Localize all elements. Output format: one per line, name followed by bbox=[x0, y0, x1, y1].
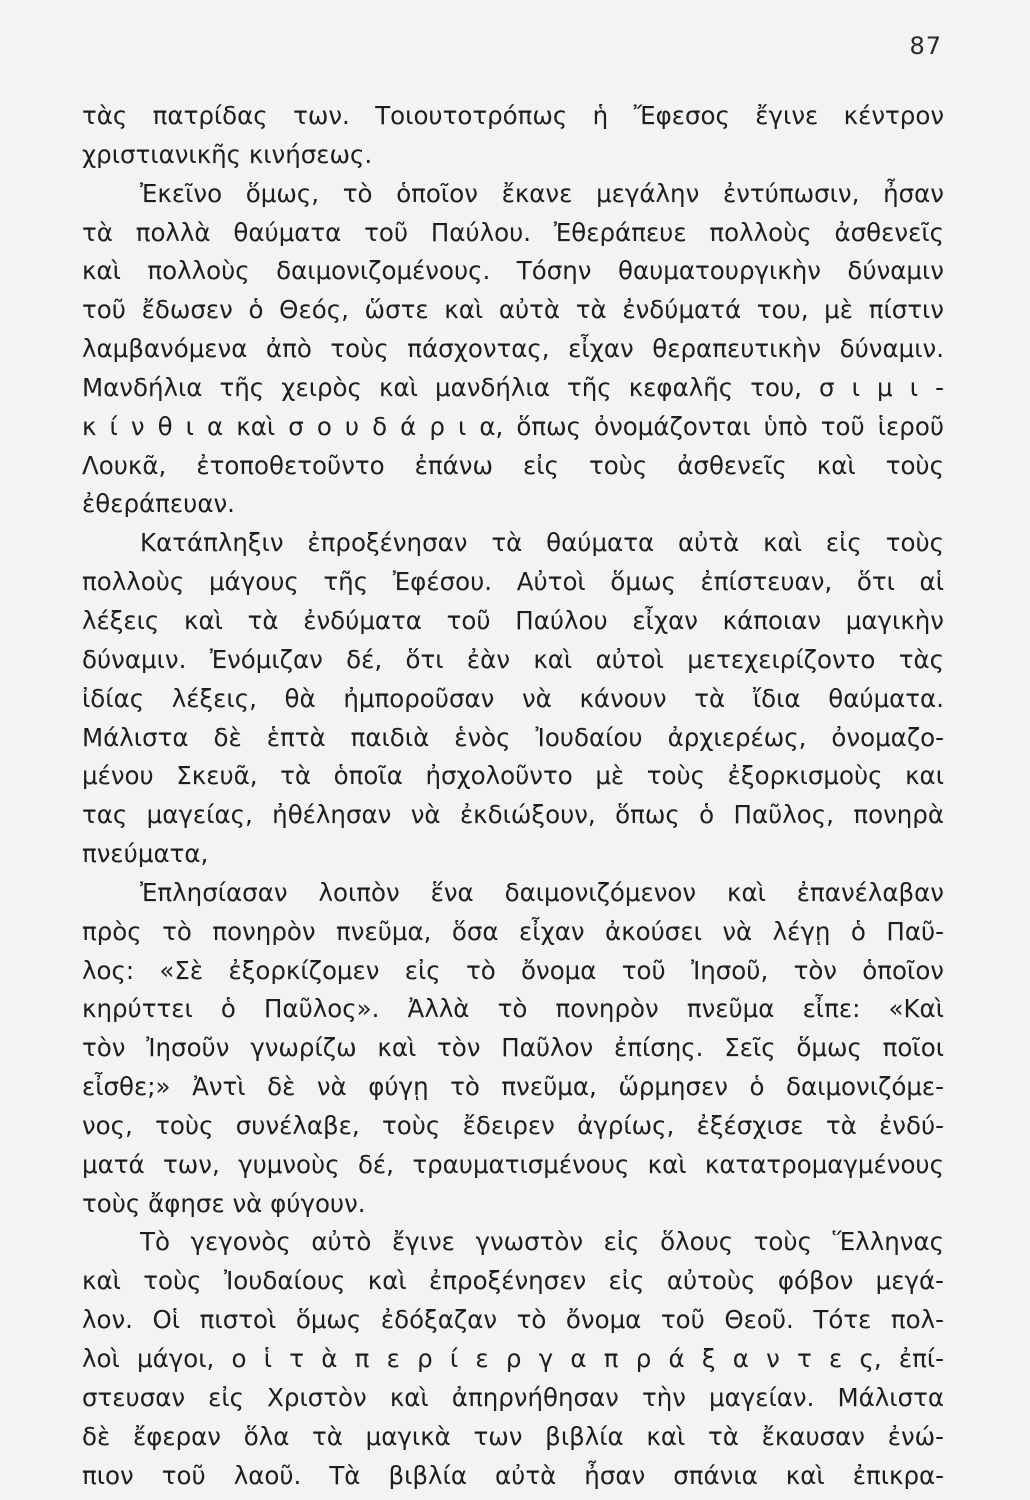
text-line: κηρύττει ὁ Παῦλος». Ἀλλὰ τὸ πονηρὸν πνεῦμα εἶπε: «Καὶ bbox=[82, 994, 944, 1024]
text-line: δύναμιν. Ἐνόμιζαν δέ, ὅτι ἐὰν καὶ αὐτοὶ μετεχειρίζοντο τὰς bbox=[82, 644, 944, 674]
text-line: στευσαν εἰς Χριστὸν καὶ ἀπηρνήθησαν τὴν μαγείαν. Μάλιστα bbox=[82, 1382, 944, 1412]
text-line: ἐθεράπευαν. bbox=[82, 489, 235, 519]
text-line: πιον τοῦ λαοῦ. Τὰ βιβλία αὐτὰ ἦσαν σπάνια καὶ ἐπικρα- bbox=[82, 1460, 944, 1490]
text-line: δὲ ἔφεραν ὅλα τὰ μαγικὰ των βιβλία καὶ τὰ ἔκαυσαν ἐνώ- bbox=[82, 1421, 944, 1451]
text-line: τοῦ ἔδωσεν ὁ Θεός, ὥστε καὶ αὐτὰ τὰ ἐνδύματά του, μὲ πίστιν bbox=[82, 295, 944, 325]
text-line: Κατάπληξιν ἐπροξένησαν τὰ θαύματα αὐτὰ καὶ εἰς τοὺς bbox=[140, 528, 944, 558]
text-line: πρὸς τὸ πονηρὸν πνεῦμα, ὅσα εἶχαν ἀκούσει νὰ λέγῃ ὁ Παῦ- bbox=[82, 916, 944, 946]
text-line: Μάλιστα δὲ ἑπτὰ παιδιὰ ἑνὸς Ἰουδαίου ἀρχιερέως, ὀνομαζο- bbox=[82, 722, 944, 752]
text-line: Τὸ γεγονὸς αὐτὸ ἔγινε γνωστὸν εἰς ὅλους τοὺς Ἕλληνας bbox=[140, 1227, 944, 1257]
text-line: χριστιανικῆς κινήσεως. bbox=[82, 139, 373, 169]
text-line: νος, τοὺς συνέλαβε, τοὺς ἔδειρεν ἀγρίως, ἐξέσχισε τὰ ἐνδύ- bbox=[82, 1110, 944, 1140]
text-line: εἶσθε;» Ἀντὶ δὲ νὰ φύγῃ τὸ πνεῦμα, ὥρμησεν ὁ δαιμονιζόμε- bbox=[82, 1072, 944, 1102]
text-line: λέξεις καὶ τὰ ἐνδύματα τοῦ Παύλου εἶχαν κάποιαν μαγικὴν bbox=[82, 605, 944, 635]
text-line: μένου Σκευᾶ, τὰ ὁποῖα ἠσχολοῦντο μὲ τοὺς ἐξορκισμοὺς και bbox=[82, 761, 944, 791]
text-line: ματά των, γυμνοὺς δέ, τραυματισμένους καὶ κατατρομαγμένους bbox=[82, 1149, 944, 1179]
text-line: τὸν Ἰησοῦν γνωρίζω καὶ τὸν Παῦλον ἐπίσης. Σεῖς ὅμως ποῖοι bbox=[82, 1033, 944, 1063]
text-line: Ἐπλησίασαν λοιπὸν ἕνα δαιμονιζόμενον καὶ ἐπανέλαβαν bbox=[140, 877, 944, 907]
text-line: πνεύματα, bbox=[82, 839, 209, 869]
text-line: τὰ πολλὰ θαύματα τοῦ Παύλου. Ἐθεράπευε πολλοὺς ἀσθενεῖς bbox=[82, 217, 944, 247]
text-line: Λουκᾶ, ἐτοποθετοῦντο ἐπάνω εἰς τοὺς ἀσθενεῖς καὶ τοὺς bbox=[82, 450, 944, 480]
text-line: πολλοὺς μάγους τῆς Ἐφέσου. Αὐτοὶ ὅμως ἐπίστευαν, ὅτι αἱ bbox=[82, 567, 944, 597]
text-body bbox=[82, 97, 944, 1495]
text-line: Ἐκεῖνο ὅμως, τὸ ὁποῖον ἔκανε μεγάλην ἐντύπωσιν, ἦσαν bbox=[140, 178, 944, 208]
text-line: τὰς πατρίδας των. Τοιουτοτρόπως ἡ Ἔφεσος ἔγινε κέντρον bbox=[82, 101, 944, 130]
text-line: καὶ τοὺς Ἰουδαίους καὶ ἐπροξένησεν εἰς αὐτοὺς φόβον μεγά- bbox=[82, 1266, 944, 1296]
text-line: λον. Οἱ πιστοὶ ὅμως ἐδόξαζαν τὸ ὄνομα τοῦ Θεοῦ. Τότε πολ- bbox=[82, 1305, 944, 1335]
text-line: λοὶ μάγοι, ο ἱ τ ὰ π ε ρ ί ε ρ γ α π ρ ά ξ α ν τ ε ς, ἐπί- bbox=[82, 1344, 944, 1373]
page-number: 87 bbox=[909, 32, 942, 60]
text-line: κ ί ν θ ι α καὶ σ ο υ δ ά ρ ι α, ὅπως ὀνομάζονται ὑπὸ τοῦ ἱεροῦ bbox=[82, 411, 944, 441]
text-line: Μανδήλια τῆς χειρὸς καὶ μανδήλια τῆς κεφαλῆς του, σ ι μ ι - bbox=[82, 372, 944, 402]
text-line: λαμβανόμενα ἀπὸ τοὺς πάσχοντας, εἶχαν θεραπευτικὴν δύναμιν. bbox=[82, 334, 944, 364]
text-line: λος: «Σὲ ἐξορκίζομεν εἰς τὸ ὄνομα τοῦ Ἰησοῦ, τὸν ὁποῖον bbox=[82, 955, 944, 985]
text-line: τοὺς ἄφησε νὰ φύγουν. bbox=[82, 1188, 366, 1218]
text-line: ἰδίας λέξεις, θὰ ἠμποροῦσαν νὰ κάνουν τὰ ἴδια θαύματα. bbox=[82, 683, 944, 713]
text-line: καὶ πολλοὺς δαιμονιζομένους. Τόσην θαυματουργικὴν δύναμιν bbox=[82, 256, 944, 286]
text-line: τας μαγείας, ἠθέλησαν νὰ ἐκδιώξουν, ὅπως ὁ Παῦλος, πονηρὰ bbox=[82, 800, 944, 830]
